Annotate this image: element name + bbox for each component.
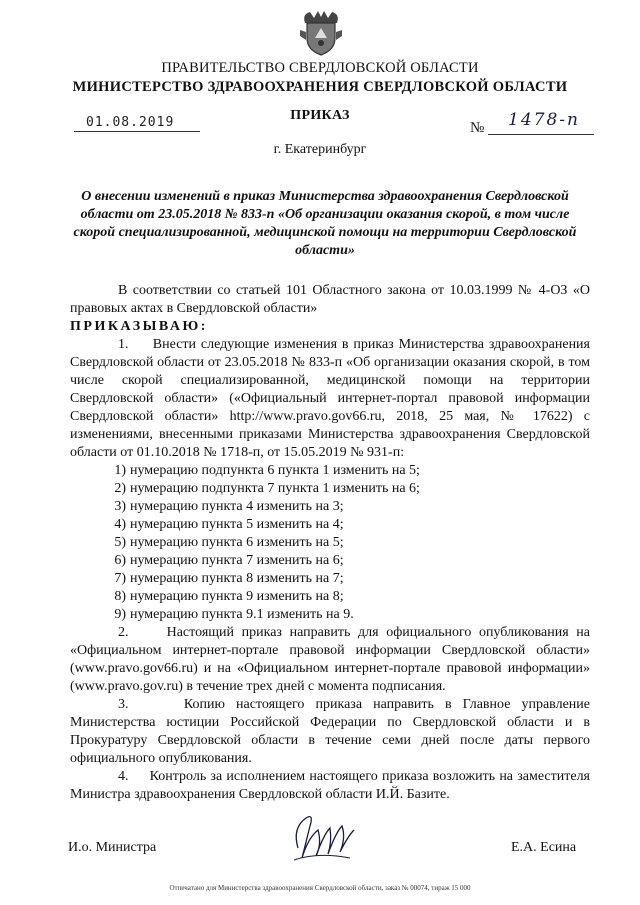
document-date: 01.08.2019 <box>86 115 175 130</box>
paragraph-3 <box>70 696 590 768</box>
print-footer: Отпечатано для Министерства здравоохранения Свердловской области, заказ № 00074, тираж 15 000 <box>169 884 471 892</box>
document-type: ПРИКАЗ <box>290 108 350 123</box>
amendment-list <box>70 462 590 624</box>
paragraph-1-number: 1. <box>118 337 129 352</box>
number-label: № <box>470 120 485 136</box>
document-number: 1478-п <box>508 110 580 130</box>
signer-name: Е.А. Есина <box>511 840 577 855</box>
government-header: ПРАВИТЕЛЬСТВО СВЕРДЛОВСКОЙ ОБЛАСТИ <box>161 60 479 76</box>
paragraph-2-number: 2. <box>118 625 129 640</box>
paragraph-4-number: 4. <box>118 769 129 784</box>
paragraph-2 <box>70 624 590 696</box>
city: г. Екатеринбург <box>273 142 367 157</box>
paragraph-4-text: Контроль за исполнением настоящего приказа возложить на заместителя Министра здравоохранения Свердловской области И.Й. Базите. <box>70 769 590 802</box>
paragraph-4 <box>70 768 590 804</box>
list-item: 9) нумерацию пункта 9.1 изменить на 9. <box>114 607 354 622</box>
signer-title: И.о. Министра <box>68 840 157 855</box>
handwritten-signature <box>288 808 360 870</box>
preamble: В соответствии со статьей 101 Областного закона от 10.03.1999 № 4-ОЗ «О правовых актах в Свердловской области» <box>70 283 590 316</box>
list-item: 7) нумерацию пункта 8 изменить на 7; <box>114 571 344 586</box>
list-item: 1) нумерацию подпункта 6 пункта 1 изменить на 5; <box>114 463 420 478</box>
document-body <box>70 282 590 804</box>
list-item: 6) нумерацию пункта 7 изменить на 6; <box>114 553 344 568</box>
paragraph-3-text: Копию настоящего приказа направить в Главное управление Министерства юстиции Российской Федерации по Свердловской области и в Прокуратуру Свердловской области в течение семи дней после даты первого официального опубликования. <box>70 697 591 766</box>
document-subject: О внесении изменений в приказ Министерства здравоохранения Свердловской области от 23.05.2018 № 833-п «Об организации оказания скорой, в том числе скорой специализированной, медицинской помощи на территории Свердловской области» <box>73 189 577 258</box>
paragraph-1-text: Внести следующие изменения в приказ Министерства здравоохранения Свердловской области от 23.05.2018 № 833-п «Об организации оказания скорой, в том числе скорой специализированной, медицинской помощи на территории Свердловской области» («Официальный интернет-портал правовой информации Свердловской области» http://www.pravo.gov66.ru, 2018, 25 мая, № 17622) с изменениями, внесенными приказами Министерства здравоохранения Свердловской области от 01.10.2018 № 1718-п, от 15.05.2019 № 931-п: <box>70 337 590 460</box>
ministry-header: МИНИСТЕРСТВО ЗДРАВООХРАНЕНИЯ СВЕРДЛОВСКОЙ ОБЛАСТИ <box>72 79 568 95</box>
paragraph-3-number: 3. <box>118 697 129 712</box>
list-item: 2) нумерацию подпункта 7 пункта 1 изменить на 6; <box>114 481 420 496</box>
decree-heading: ПРИКАЗЫВАЮ: <box>70 319 208 334</box>
number-underline <box>488 134 594 135</box>
coat-of-arms-icon <box>296 8 346 58</box>
list-item: 8) нумерацию пункта 9 изменить на 8; <box>114 589 344 604</box>
list-item: 3) нумерацию пункта 4 изменить на 3; <box>114 499 344 514</box>
paragraph-1 <box>70 336 590 462</box>
list-item: 5) нумерацию пункта 6 изменить на 5; <box>114 535 344 550</box>
list-item: 4) нумерацию пункта 5 изменить на 4; <box>114 517 344 532</box>
date-underline <box>74 131 200 132</box>
paragraph-2-text: Настоящий приказ направить для официального опубликования на «Официальном интернет-портале правовой информации Свердловской области» (www.pravo.gov66.ru) и на «Официальном интернет-портале правовой информации» (www.pravo.gov.ru) в течение трех дней с момента подписания. <box>70 625 591 694</box>
